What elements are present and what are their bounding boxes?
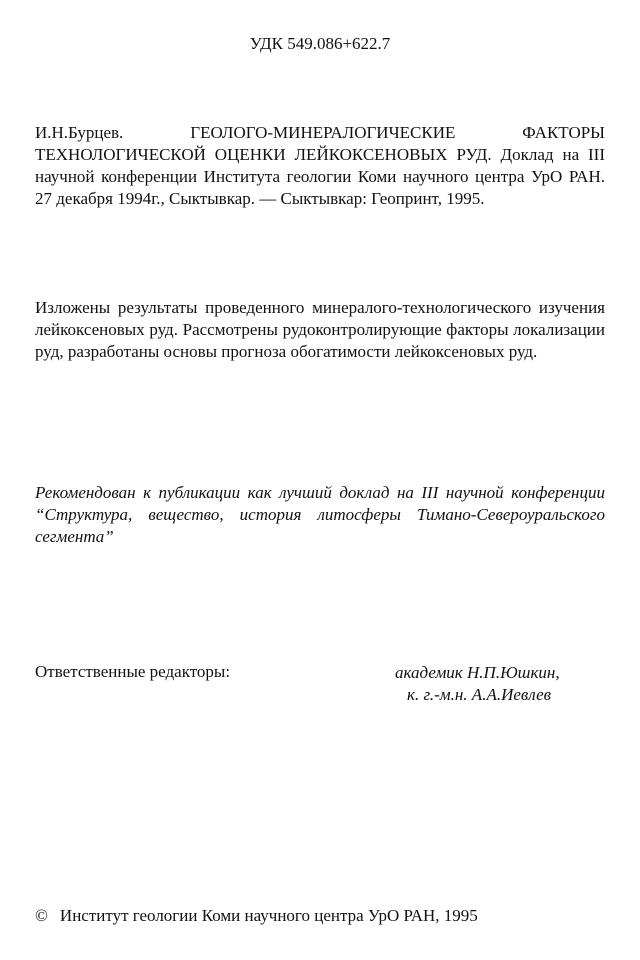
editors-list <box>395 662 560 706</box>
editor-name: академик Н.П.Юшкин, <box>395 663 560 682</box>
copyright-text: Институт геологии Коми научного центра УрО РАН, 1995 <box>59 906 478 925</box>
editors-label: Ответственные редакторы: <box>35 662 231 681</box>
editor-name: к. г.-м.н. А.А.Иевлев <box>407 685 552 704</box>
bibliographic-entry: И.Н.Бурцев. ГЕОЛОГО-МИНЕРАЛОГИЧЕСКИЕ ФАКТОРЫ ТЕХНОЛОГИЧЕСКОЙ ОЦЕНКИ ЛЕЙКОКСЕНОВЫХ РУД. Доклад на III научной конференции Института геологии Коми научного центра УрО РАН. 27 декабря 1994г., Сыктывкар. — Сыктывкар: Геопринт, 1995. <box>35 123 605 208</box>
copyright-line <box>35 906 490 926</box>
udk-code: УДК 549.086+622.7 <box>249 34 391 53</box>
copyright-icon: © <box>35 906 48 925</box>
abstract: Изложены результаты проведенного минералого-технологического изучения лейкоксеновых руд. Рассмотрены рудоконтролирующие факторы локализации руд, разработаны основы прогноза обогатимости лейкоксеновых руд. <box>35 298 605 361</box>
recommendation-note: Рекомендован к публикации как лучший доклад на III научной конференции “Структура, вещество, история литосферы Тимано-Североуральского сегмента” <box>35 483 605 546</box>
